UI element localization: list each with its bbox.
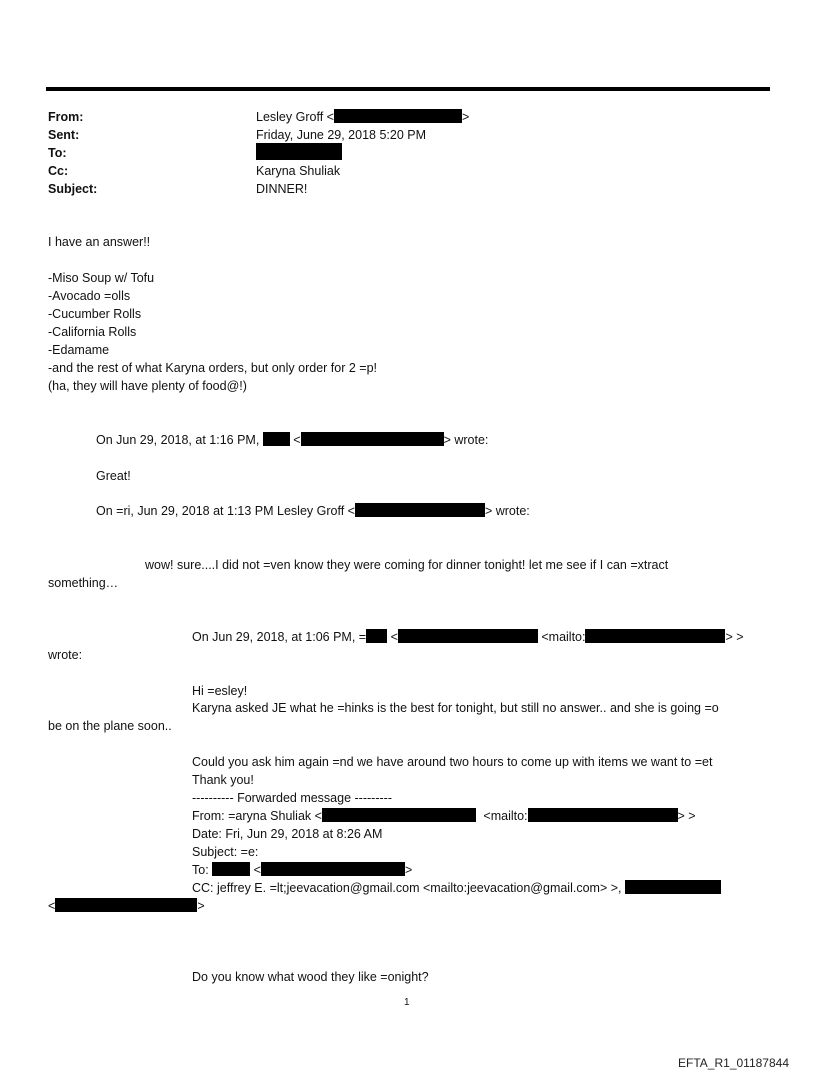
quote-text: From: =aryna Shuliak <: [192, 809, 322, 823]
quote-text-5a: Karyna asked JE what he =hinks is the best for tonight, but still no answer.. and she is going =o: [192, 701, 719, 715]
list-item: -California Rolls: [48, 325, 137, 339]
fwd-to: [192, 862, 412, 878]
quote-text: <: [253, 863, 261, 877]
quote-header-4: [192, 629, 744, 645]
quote-text: >: [404, 863, 413, 877]
quote-text-5d: Thank you!: [192, 773, 254, 787]
quote-text: On Jun 29, 2018, at 1:06 PM, =: [192, 630, 367, 644]
body-intro: I have an answer!!: [48, 235, 151, 249]
fwd-cc-cont: [48, 898, 205, 914]
quote-text-4e: wrote:: [48, 648, 83, 662]
quote-greeting: Hi =esley!: [192, 684, 248, 698]
quote-text: > >: [677, 809, 696, 823]
quote-text-5c: Could you ask him again =nd we have around two hours to come up with items we want to =et: [192, 755, 713, 769]
list-item: -Edamame: [48, 343, 110, 357]
document-id: EFTA_R1_01187844: [678, 1056, 789, 1070]
to-value: [256, 143, 342, 162]
quote-text: To:: [192, 863, 209, 877]
from-value: [256, 109, 469, 125]
quote-text: <: [390, 630, 398, 644]
list-item: -and the rest of what Karyna orders, but only order for 2 =p!: [48, 361, 377, 375]
quote-text: >: [197, 899, 205, 913]
redaction: [398, 629, 538, 643]
quote-text-5b: be on the plane soon..: [48, 719, 172, 733]
redaction: [355, 503, 485, 517]
sent-value: Friday, June 29, 2018 5:20 PM: [256, 128, 427, 142]
quote-text: > >: [725, 630, 744, 644]
cc-label: Cc:: [48, 164, 69, 178]
redaction: [322, 808, 476, 822]
quote-text: <mailto:: [541, 630, 586, 644]
sent-label: Sent:: [48, 128, 80, 142]
redaction: [585, 629, 725, 643]
redaction: [55, 898, 197, 912]
subject-value: DINNER!: [256, 182, 308, 196]
quote-text: On Jun 29, 2018, at 1:16 PM,: [96, 433, 260, 447]
quote-text: On =ri, Jun 29, 2018 at 1:13 PM Lesley Groff <: [96, 504, 355, 518]
redaction: [263, 432, 290, 446]
page-number: 1: [404, 997, 410, 1008]
redaction: [256, 143, 342, 160]
fwd-date: Date: Fri, Jun 29, 2018 at 8:26 AM: [192, 827, 383, 841]
quote-reply-1: Great!: [96, 469, 131, 483]
list-item: -Avocado =olls: [48, 289, 131, 303]
from-label: From:: [48, 110, 84, 124]
quote-text: <mailto:: [483, 809, 528, 823]
redaction: [212, 862, 250, 876]
quote-header-1: [96, 432, 488, 448]
redaction: [261, 862, 405, 876]
cc-value: Karyna Shuliak: [256, 164, 341, 178]
fwd-from: [192, 808, 696, 824]
redaction: [334, 109, 462, 123]
redaction: [366, 629, 387, 643]
fwd-cc: [192, 880, 721, 896]
list-item: -Cucumber Rolls: [48, 307, 142, 321]
from-close: >: [461, 110, 470, 124]
quote-text: <: [48, 899, 56, 913]
list-item: (ha, they will have plenty of food@!): [48, 379, 247, 393]
quote-text-3b: something…: [48, 576, 119, 590]
quote-text: > wrote:: [443, 433, 489, 447]
list-item: -Miso Soup w/ Tofu: [48, 271, 155, 285]
header-rule: [46, 87, 770, 91]
quote-header-2: [96, 503, 530, 519]
quote-text: > wrote:: [484, 504, 530, 518]
quote-text-3a: wow! sure....I did not =ven know they were coming for dinner tonight! let me see if I can =xtract: [145, 558, 669, 572]
redaction: [528, 808, 678, 822]
redaction: [625, 880, 721, 894]
quote-text: <: [293, 433, 301, 447]
subject-label: Subject:: [48, 182, 98, 196]
fwd-subject: Subject: =e:: [192, 845, 259, 859]
quote-question: Do you know what wood they like =onight?: [192, 970, 429, 984]
quote-text: CC: jeffrey E. =lt;jeevacation@gmail.com <mailto:jeevacation@gmail.com> >,: [192, 881, 622, 895]
to-label: To:: [48, 146, 67, 160]
forwarded-divider: ---------- Forwarded message ---------: [192, 791, 392, 805]
from-name: Lesley Groff <: [256, 110, 334, 124]
redaction: [301, 432, 444, 446]
